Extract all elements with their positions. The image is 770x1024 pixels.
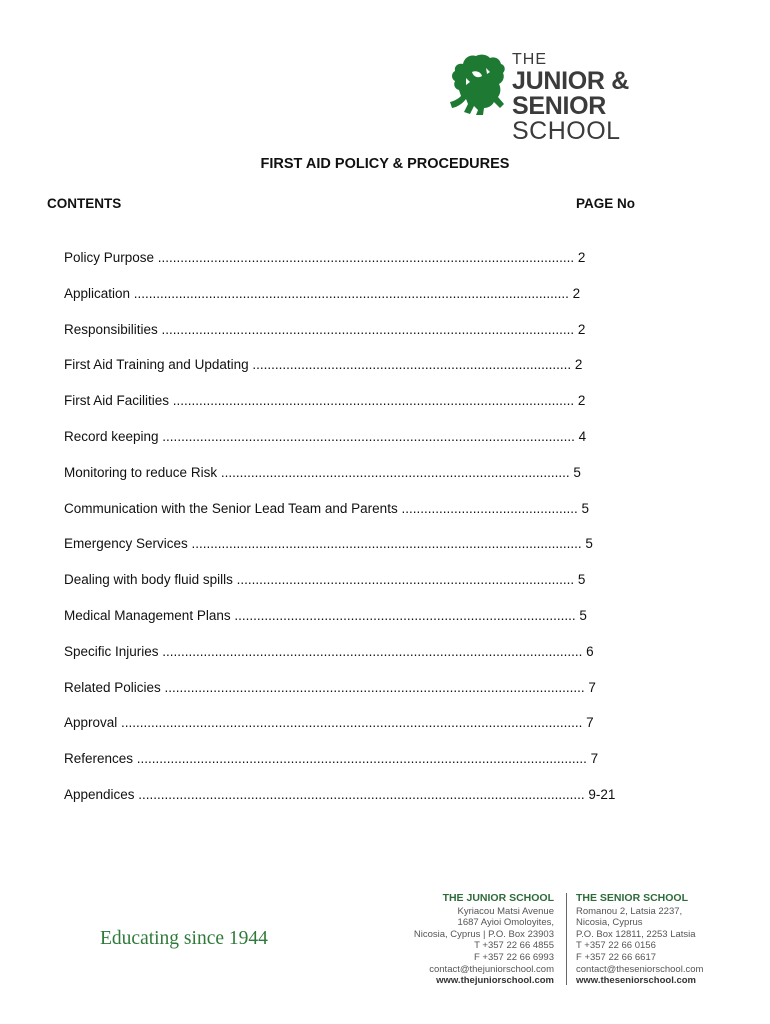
toc-entry: Medical Management Plans ........................................................................................... 5: [64, 607, 587, 623]
address-line: 1687 Ayioi Omoloyites,: [457, 917, 554, 929]
email-line: contact@thejuniorschool.com: [429, 963, 554, 975]
toc-entry: Appendices ....................................................................................................................... 9-21: [64, 786, 616, 802]
address-line: Nicosia, Cyprus: [576, 917, 643, 929]
fax-line: F +357 22 66 6617: [576, 951, 657, 963]
toc-entry: Monitoring to reduce Risk ............................................................................................. 5: [64, 464, 581, 480]
toc-entry: Policy Purpose ............................................................................................................... 2: [64, 250, 586, 265]
footer-slogan: Educating since 1944: [100, 928, 268, 949]
logo-line-school: SCHOOL: [512, 117, 621, 145]
logo-line-junior-senior: JUNIOR & SENIOR: [512, 67, 630, 120]
logo-line-the: THE: [512, 51, 547, 68]
table-of-contents: [64, 250, 615, 823]
address-line: Romanou 2, Latsia 2237,: [576, 905, 683, 917]
page-number-heading: PAGE No: [576, 196, 636, 211]
phone-line: T +357 22 66 4855: [474, 940, 554, 952]
toc-entry: Emergency Services ........................................................................................................ 5: [64, 536, 593, 552]
toc-entry: References ........................................................................................................................ 7: [64, 751, 599, 767]
fax-line: F +357 22 66 6993: [473, 951, 554, 963]
junior-school-address: [414, 893, 554, 987]
senior-school-name: THE SENIOR SCHOOL: [576, 892, 689, 904]
address-line: Nicosia, Cyprus | P.O. Box 23903: [413, 928, 554, 940]
toc-entry: Related Policies ................................................................................................................ 7: [64, 679, 596, 695]
toc-entry: Application .................................................................................................................... 2: [64, 285, 581, 301]
toc-entry: First Aid Facilities ........................................................................................................... 2: [64, 393, 586, 409]
address-line: P.O. Box 12811, 2253 Latsia: [576, 928, 696, 940]
footer-divider: [566, 893, 567, 985]
junior-school-name: THE JUNIOR SCHOOL: [442, 892, 554, 904]
website-line: www.thejuniorschool.com: [436, 975, 554, 987]
email-line: contact@theseniorschool.com: [576, 963, 704, 975]
address-line: Kyriacou Matsi Avenue: [457, 905, 554, 917]
toc-entry: Communication with the Senior Lead Team and Parents ............................................... 5: [64, 500, 589, 516]
school-logo: [446, 51, 726, 145]
toc-entry: Record keeping .............................................................................................................. 4: [64, 428, 587, 444]
phone-line: T +357 22 66 0156: [576, 940, 656, 952]
website-line: www.theseniorschool.com: [576, 975, 697, 987]
senior-school-address: [576, 893, 703, 987]
toc-entry: Dealing with body fluid spills .......................................................................................... 5: [64, 572, 586, 588]
contents-heading: CONTENTS: [47, 196, 122, 211]
lion-crest-icon: [446, 52, 508, 116]
toc-entry: Responsibilities .............................................................................................................. 2: [64, 321, 586, 337]
toc-entry: Specific Injuries ................................................................................................................ 6: [64, 643, 594, 659]
toc-entry: First Aid Training and Updating ..................................................................................... 2: [64, 357, 583, 373]
document-title: FIRST AID POLICY & PROCEDURES: [260, 156, 510, 172]
toc-entry: Approval ........................................................................................................................... 7: [64, 715, 594, 731]
